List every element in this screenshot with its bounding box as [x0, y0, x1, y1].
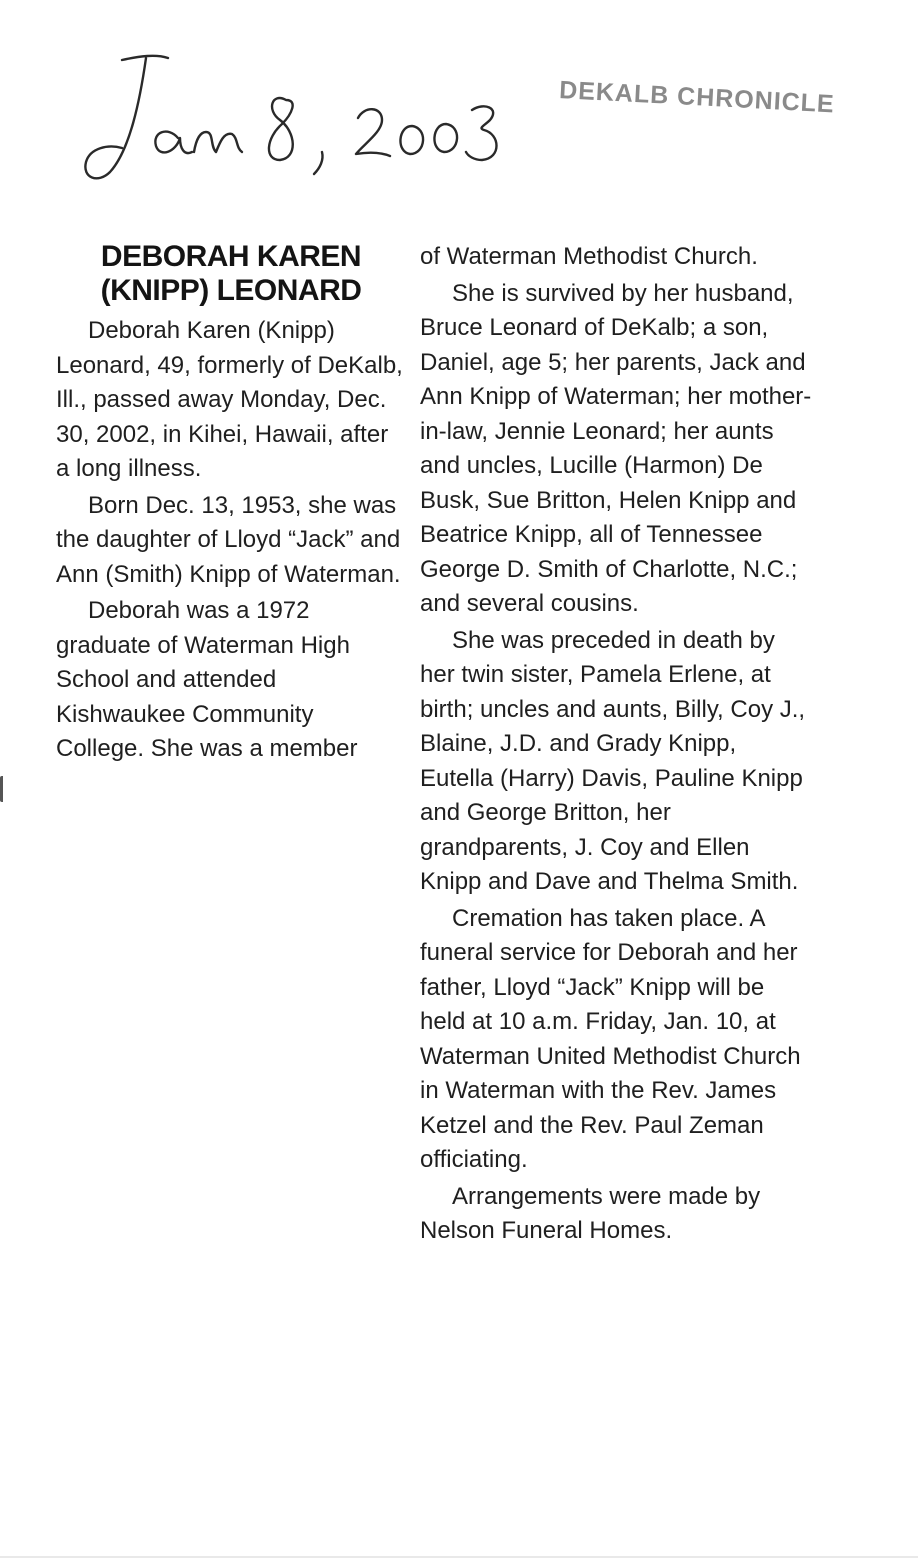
newspaper-stamp: DEKALB CHRONICLE	[558, 76, 836, 119]
headline-line-2: (KNIPP) LEONARD	[100, 274, 362, 307]
left-column	[56, 240, 406, 767]
paragraph: Arrangements were made by Nelson Funeral Homes.	[420, 1182, 761, 1244]
paragraph-continued: of Waterman Methodist Church.	[420, 243, 758, 270]
paragraph: She was preceded in death by her twin sister, Pamela Erlene, at birth; uncles and aunts, Billy, Coy J., Blaine, J.D. and Grady Knipp, Eutella (Harry) Davis, Pauline Knipp and George Britton, her grandparents, J. Coy and Ellen Knipp and Dave and Thelma Smith.	[420, 626, 806, 895]
paragraph: Deborah Karen (Knipp) Leonard, 49, formerly of DeKalb, Ill., passed away Monday, Dec. 30, 2002, in Kihei, Hawaii, after a long illness.	[56, 317, 403, 482]
right-column	[420, 240, 812, 1249]
paragraph: Deborah was a 1972 graduate of Waterman High School and attended Kishwaukee Community College. She was a member	[56, 597, 358, 762]
paragraph: She is survived by her husband, Bruce Leonard of DeKalb; a son, Daniel, age 5; her parents, Jack and Ann Knipp of Waterman; her mother-in-law, Jennie Leonard; her aunts and uncles, Lucille (Harmon) De Busk, Sue Britton, Helen Knipp and Beatrice Knipp, all of Tennessee George D. Smith of Charlotte, N.C.; and several cousins.	[420, 279, 812, 617]
handwritten-date	[60, 40, 520, 190]
obituary-headline	[56, 240, 406, 308]
scan-bottom-edge	[0, 1556, 918, 1558]
paragraph: Cremation has taken place. A funeral service for Deborah and her father, Lloyd “Jack” Knipp will be held at 10 a.m. Friday, Jan. 10, at Waterman United Methodist Church in Waterman with the Rev. James Ketzel and the Rev. Paul Zeman officiating.	[420, 904, 801, 1173]
paragraph: Born Dec. 13, 1953, she was the daughter of Lloyd “Jack” and Ann (Smith) Knipp of Waterman.	[56, 491, 401, 588]
scan-edge-mark	[0, 776, 9, 802]
handwritten-date-signature	[60, 40, 520, 190]
headline-line-1: DEBORAH KAREN	[100, 240, 362, 273]
